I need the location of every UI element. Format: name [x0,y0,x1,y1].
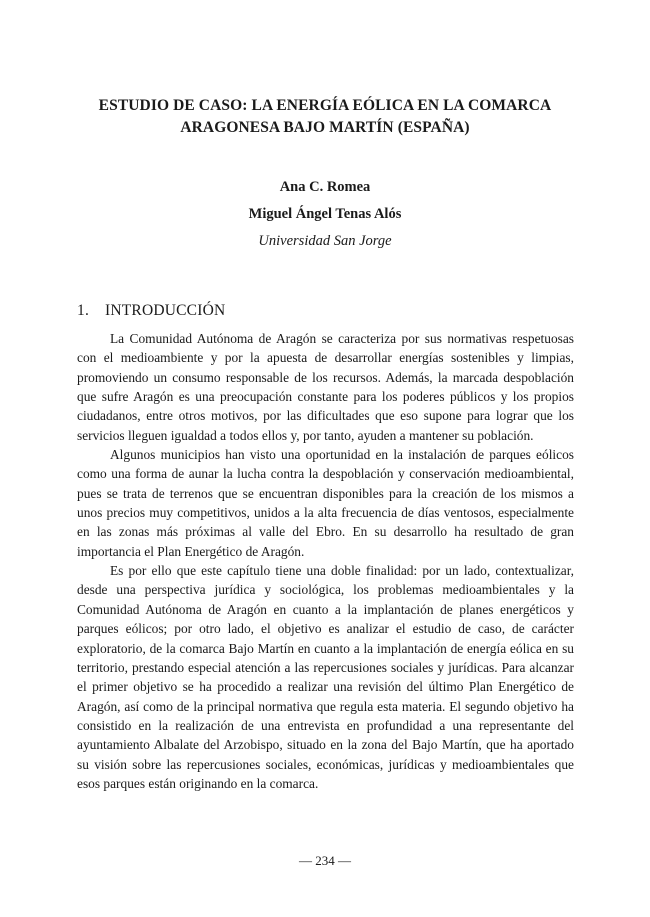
paragraph: Es por ello que este capítulo tiene una doble finalidad: por un lado, contextualizar, desde una perspectiva jurídica y sociológica, los problemas medioambientales y la Comunidad Autónoma de Aragón en cuanto a la implantación de planes energéticos y parques eólicos; por otro lado, el objetivo es analizar el estudio de caso, de carácter exploratorio, de la comarca Bajo Martín en cuanto a la implantación de energía eólica en su territorio, prestando especial atención a las repercusiones sociales y jurídicas. Para alcanzar el primer objetivo se ha procedido a realizar una revisión del último Plan Energético de Aragón, así como de la principal normativa que regula esta materia. El segundo objetivo ha consistido en la realización de una entrevista en profundidad a una representante del ayuntamiento Albalate del Arzobispo, situado en la zona del Bajo Martín, que ha aportado su visión sobre las repercusiones sociales, económicas, jurídicas y medioambientales que esos parques están originando en la comarca. [77,563,574,791]
author-block [60,176,590,252]
author-name: Ana C. Romea [279,179,371,195]
chapter-title-line-1: ESTUDIO DE CASO: LA ENERGÍA EÓLICA EN LA COMARCA [98,97,552,114]
section-number: 1. [77,302,90,319]
paragraph: Algunos municipios han visto una oportunidad en la instalación de parques eólicos como una forma de aunar la lucha contra la despoblación y conservación medioambiental, pues se trata de terrenos que se encuentran disponibles para la creación de los mismos a unos precios muy competitivos, unidos a la alta frecuencia de días ventosos, especialmente en las zonas más próximas al valle del Ebro. En su desarrollo ha resultado de gran importancia el Plan Energético de Aragón. [77,447,574,559]
section-heading [77,300,225,322]
author-name: Miguel Ángel Tenas Alós [248,206,402,222]
author-affiliation: Universidad San Jorge [258,233,392,249]
section-title: INTRODUCCIÓN [105,302,226,319]
body-text [77,329,574,793]
page-number: — 234 — [299,853,351,868]
paragraph: La Comunidad Autónoma de Aragón se caracteriza por sus normativas respetuosas con el medioambiente y por la apuesta de desarrollar energías sostenibles y limpias, promoviendo un consumo responsable de los recursos. Además, la marcada despoblación que sufre Aragón es una preocupación constante para los poderes públicos y los propios ciudadanos, entre otros motivos, por las dificultades que eso supone para lograr que los servicios lleguen igualdad a todos ellos y, por tanto, ayuden a mantener su población. [77,331,574,443]
chapter-title-line-2: ARAGONESA BAJO MARTÍN (ESPAÑA) [180,119,470,136]
chapter-title [60,95,590,139]
